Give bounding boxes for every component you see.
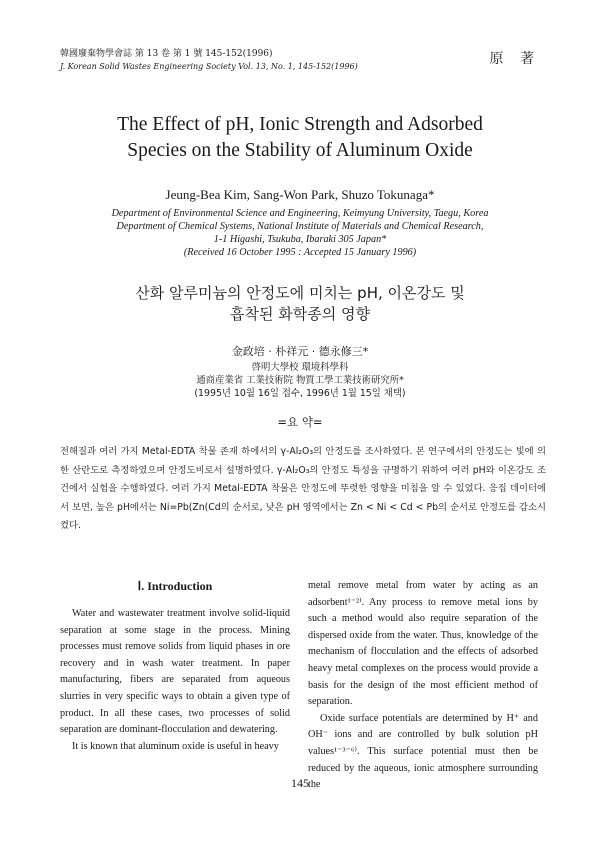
korean-affiliation-line: 啓明大學校 環境科學科 xyxy=(251,362,349,373)
article-type-label: 原 著 xyxy=(489,51,540,67)
paper-title xyxy=(40,112,560,164)
korean-title xyxy=(40,283,560,325)
korean-affiliations xyxy=(40,361,560,400)
author-list: Jeung-Bea Kim, Sang-Won Park, Shuzo Tokunaga* xyxy=(165,187,435,202)
right-column xyxy=(308,578,538,794)
abstract-heading: =요 약= xyxy=(277,415,323,429)
affiliations xyxy=(40,207,560,259)
journal-citation-korean: 韓國廢棄物學會誌 第 13 卷 第 1 號 145-152(1996) xyxy=(60,49,273,59)
journal-header xyxy=(60,48,540,72)
body-paragraph: Oxide surface potentials are determined by H⁺ and OH⁻ ions and are controlled by bulk solution pH values¹⁻³⁻⁶⁾. This surface potential must then be reduced by the aqueous, ionic atmosphere surrounding the xyxy=(308,712,538,791)
body-paragraph: It is known that aluminum oxide is useful in heavy xyxy=(72,740,279,752)
section-heading-introduction: Ⅰ. Introduction xyxy=(137,579,213,593)
korean-title-line: 산화 알루미늄의 안정도에 미치는 pH, 이온강도 및 xyxy=(135,284,465,302)
received-dates: (Received 16 October 1995 : Accepted 15 January 1996) xyxy=(183,247,417,258)
affiliation-line: Department of Chemical Systems, National Institute of Materials and Chemical Research, xyxy=(116,221,484,232)
body-paragraph: metal remove metal from water by acting as an adsorbent¹⁻²⁾. Any process to remove metal ions by such a method would also require separation of the dispersed oxide from the water. Thus, knowledge of the mechanism of flocculation and the effects of adsorbed heavy metal complexes on the process would provide a basis for the design of the most efficient method of separation. xyxy=(308,580,538,708)
korean-received-dates: (1995년 10월 16일 접수, 1996년 1월 15일 채택) xyxy=(194,388,406,399)
korean-title-line: 흡착된 화학종의 영향 xyxy=(230,305,370,323)
korean-affiliation-line: 通商産業省 工業技術院 物質工學工業技術研究所* xyxy=(196,375,404,386)
left-column xyxy=(60,578,290,755)
body-paragraph: Water and wastewater treatment involve solid-liquid separation at some stage in the process. Mining processes must remove solids from liquid phases in ore recovery and in wash water treatment. In paper manufacturing, fibers are separated from aqueous slurries in very specific ways to obtain a given type of product. In all these cases, two processes of solid separation are dominant-flocculation and dewatering. xyxy=(60,608,290,736)
title-line: Species on the Stability of Aluminum Oxide xyxy=(127,140,473,161)
journal-citation-english: J. Korean Solid Wastes Engineering Society Vol. 13, No. 1, 145-152(1996) xyxy=(60,62,358,71)
korean-abstract: 전해질과 여러 가지 Metal-EDTA 착물 존재 하에서의 γ-Al₂O₃의 안정도를 조사하였다. 본 연구에서의 안정도는 빛에 의한 산란도로 측정하였으며 안정도비로서 설명하였다. γ-Al₂O₃의 안정도 특성을 규명하기 위하여 여러 pH와 이온강도 조건에서 실험을 수행하였다. 여러 가지 Metal-EDTA 착물은 안정도에 뚜렷한 영향을 미침을 알 수 있었다. 응집 데이터에서 보면, 높은 pH에서는 Ni=Pb(Zn(Cd의 순서로, 낮은 pH 영역에서는 Zn < Ni < Cd < Pb의 순서로 안정도를 감소시켰다. xyxy=(60,446,546,532)
korean-author-list: 金政培 · 朴祥元 · 德永修三* xyxy=(231,345,369,358)
page-number: 145 xyxy=(291,776,309,790)
affiliation-line: 1-1 Higashi, Tsukuba, Ibaraki 305 Japan* xyxy=(213,234,387,245)
title-line: The Effect of pH, Ionic Strength and Adsorbed xyxy=(117,114,483,135)
affiliation-line: Department of Environmental Science and Engineering, Keimyung University, Taegu, Korea xyxy=(111,208,489,219)
